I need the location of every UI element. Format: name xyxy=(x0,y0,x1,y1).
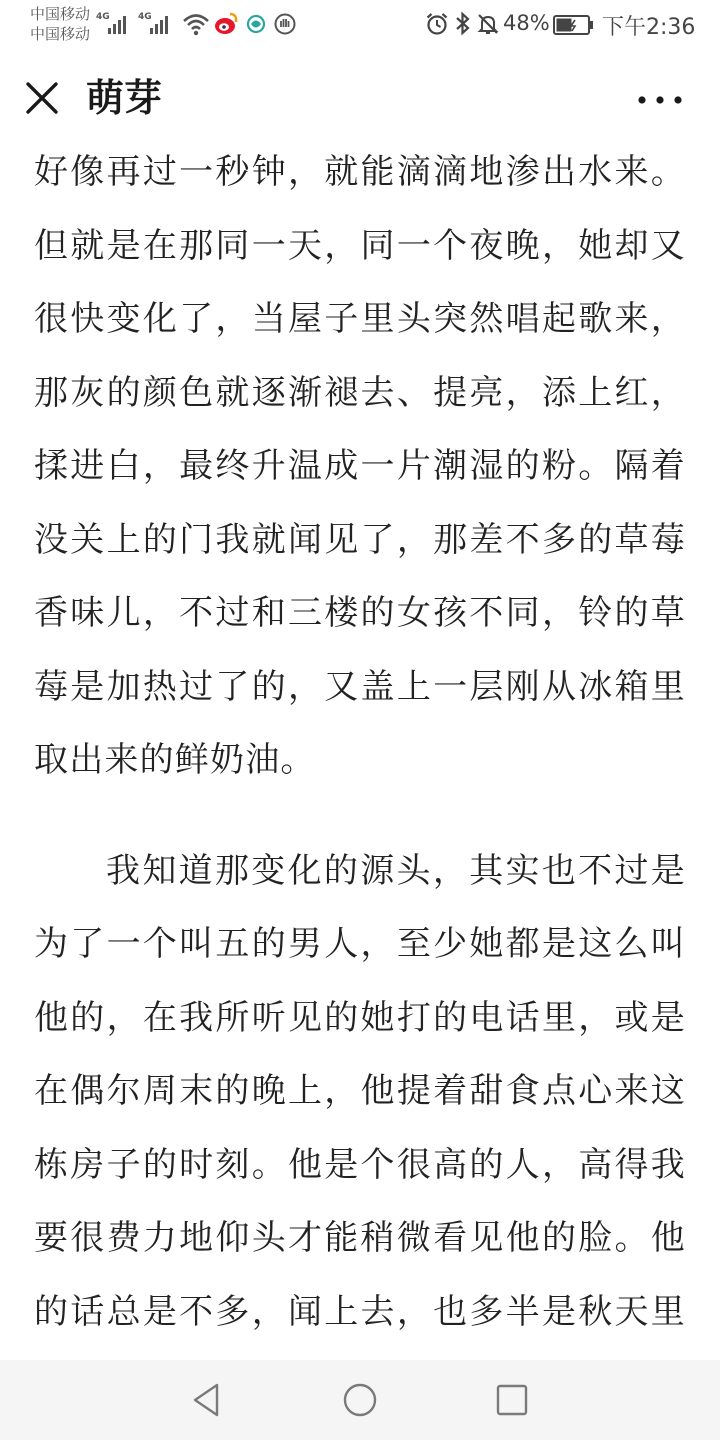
battery-icon xyxy=(553,14,595,36)
more-icon[interactable] xyxy=(634,88,686,112)
carrier-labels xyxy=(30,4,90,44)
alarm-icon xyxy=(425,12,449,36)
status-bar xyxy=(0,0,720,50)
battery-percent: 48% xyxy=(503,11,550,35)
network-type-1: 4G xyxy=(96,12,110,22)
wifi-icon xyxy=(182,12,210,36)
back-icon[interactable] xyxy=(186,1380,226,1420)
china-mobile-icon xyxy=(246,12,266,36)
title-bar xyxy=(0,50,720,148)
close-icon[interactable] xyxy=(22,78,62,118)
mute-icon xyxy=(476,12,500,36)
shield-icon xyxy=(274,12,296,36)
nav-bar xyxy=(0,1360,720,1440)
article-paragraph: 我知道那变化的源头，其实也不过是为了一个叫五的男人，至少她都是这么叫他的，在我所听见的她打的电话里，或是在偶尔周末的晚上，他提着甜食点心来这栋房子的时刻。他是个很高的人，高得我要很费力地仰头才能稍微看见他的脸。他的话总是不多，闻上去，也多半是秋天里 xyxy=(34,850,686,1332)
bluetooth-icon xyxy=(455,11,471,37)
network-type-2: 4G xyxy=(138,12,152,22)
recents-icon[interactable] xyxy=(492,1380,532,1420)
signal-icon xyxy=(150,14,172,34)
signal-icon xyxy=(108,14,130,34)
article-body[interactable] xyxy=(0,148,720,1360)
weibo-icon xyxy=(214,11,238,37)
carrier-label-2: 中国移动 xyxy=(30,25,91,43)
home-icon[interactable] xyxy=(340,1380,380,1420)
page-title: 萌芽 xyxy=(86,76,163,120)
status-time: 下午2:36 xyxy=(602,15,696,40)
article-paragraph: 好像再过一秒钟，就能滴滴地渗出水来。但就是在那同一天，同一个夜晚，她却又很快变化了，当屋子里头突然唱起歌来，那灰的颜色就逐渐褪去、提亮，添上红，揉进白，最终升温成一片潮湿的粉。隔着没关上的门我就闻见了，那差不多的草莓香味儿，不过和三楼的女孩不同，铃的草莓是加热过了的，又盖上一层刚从冰箱里取出来的鲜奶油。 xyxy=(34,152,686,780)
carrier-label-1: 中国移动 xyxy=(30,5,91,23)
